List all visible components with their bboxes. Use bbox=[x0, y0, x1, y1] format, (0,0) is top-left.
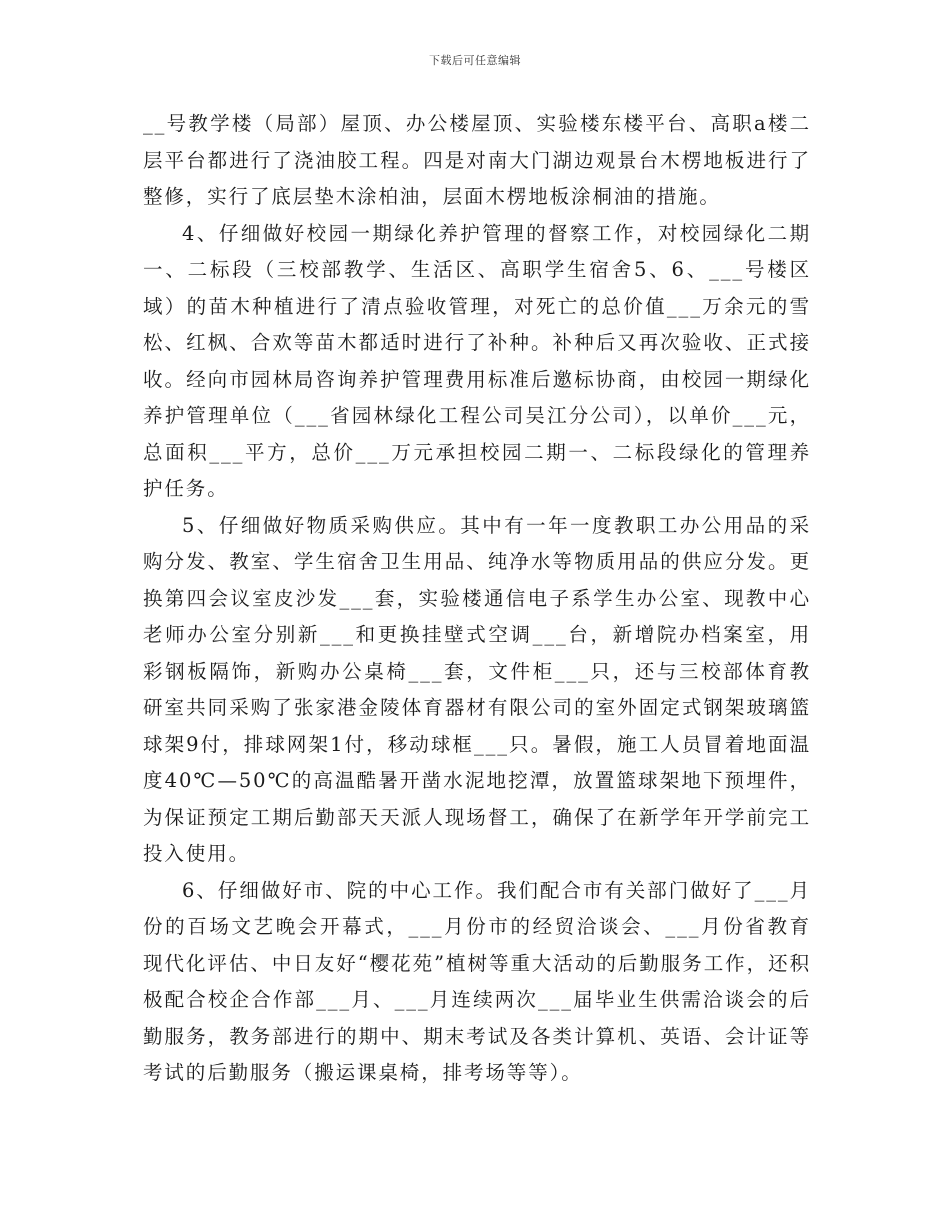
paragraph-item-4: 4、仔细做好校园一期绿化养护管理的督察工作，对校园绿化二期一、二标段（三校部教学、生活区、高职学生宿舍5、6、___号楼区域）的苗木种植进行了清点验收管理，对死亡的总价值___万余元的雪松、红枫、合欢等苗木都适时进行了补种。补种后又再次验收、正式接收。经向市园林局咨询养护管理费用标准后邀标协商，由校园一期绿化养护管理单位（___省园林绿化工程公司吴江分公司），以单价___元，总面积___平方，总价___万元承担校园二期一、二标段绿化的管理养护任务。 bbox=[143, 221, 811, 500]
paragraph-item-5: 5、仔细做好物质采购供应。其中有一年一度教职工办公用品的采购分发、教室、学生宿舍卫生用品、纯净水等物质用品的供应分发。更换第四会议室皮沙发___套，实验楼通信电子系学生办公室、现教中心老师办公室分别新___和更换挂壁式空调___台，新增院办档案室，用彩钢板隔饰，新购办公桌椅___套，文件柜___只，还与三校部体育教研室共同采购了张家港金陵体育器材有限公司的室外固定式钢架玻璃篮球架9付，排球网架1付，移动球框___只。暑假，施工人员冒着地面温度40℃—50℃的高温酷暑开凿水泥地挖潭，放置篮球架地下预埋件，为保证预定工期后勤部天天派人现场督工，确保了在新学年开学前完工投入使用。 bbox=[143, 513, 811, 865]
paragraph-continuation: __号教学楼（局部）屋顶、办公楼屋顶、实验楼东楼平台、高职a楼二层平台都进行了浇油胶工程。四是对南大门湖边观景台木楞地板进行了整修，实行了底层垫木涂柏油，层面木楞地板涂桐油的措施。 bbox=[143, 112, 811, 208]
paragraph-item-6: 6、仔细做好市、院的中心工作。我们配合市有关部门做好了___月份的百场文艺晚会开幕式，___月份市的经贸洽谈会、___月份省教育现代化评估、中日友好“樱花苑”植树等重大活动的后勤服务工作，还积极配合校企合作部___月、___月连续两次___届毕业生供需洽谈会的后勤服务，教务部进行的期中、期末考试及各类计算机、英语、会计证等考试的后勤服务（搬运课桌椅，排考场等等）。 bbox=[143, 878, 811, 1084]
page-header: 下载后可任意编辑 bbox=[429, 54, 521, 67]
document-body bbox=[143, 106, 811, 1092]
